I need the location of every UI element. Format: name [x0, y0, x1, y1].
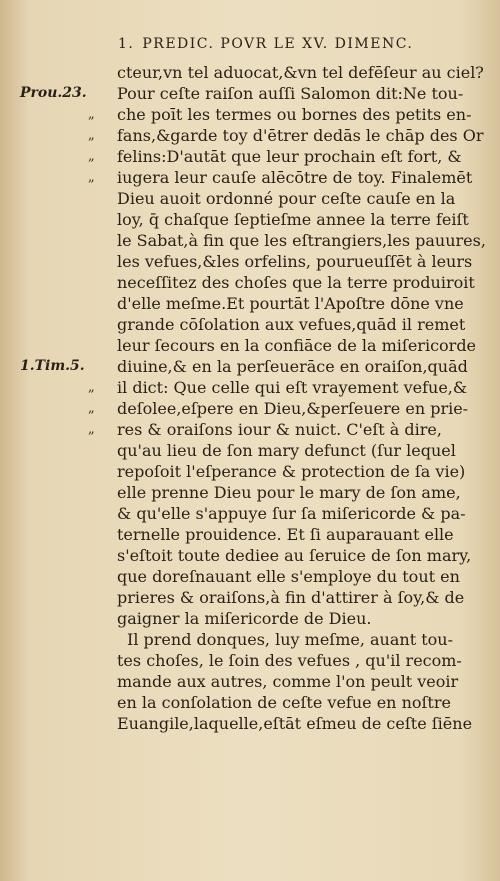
- page-number: 1.: [118, 36, 135, 52]
- text-line: [0, 167, 500, 188]
- line-text: que doreſnauant elle s'employe du tout en: [117, 567, 460, 586]
- line-text: le Sabat,à fin que les eſtrangiers,les pauures,: [117, 231, 486, 250]
- line-text: les vefues,&les orfelins, pourueuſſēt à leurs: [117, 252, 473, 271]
- line-text: gaigner la miſericorde de Dieu.: [117, 609, 372, 628]
- quotation-mark: „: [88, 380, 95, 395]
- text-line: [0, 251, 500, 272]
- line-text: neceſſitez des choſes que la terre produiroit: [117, 273, 475, 292]
- text-line: [0, 209, 500, 230]
- line-text: en la conſolation de ceſte vefue en noſtre: [117, 693, 451, 712]
- line-text: d'elle meſme.Et pourtāt l'Apoſtre dōne vne: [117, 294, 464, 313]
- line-text: tes choſes, le ſoin des vefues , qu'il recom-: [117, 651, 462, 670]
- line-text: elle prenne Dieu pour le mary de ſon ame,: [117, 483, 461, 502]
- line-text: repoſoit l'eſperance & protection de ſa vie): [117, 462, 466, 481]
- line-text: grande cōſolation aux vefues,quād il remet: [117, 315, 466, 334]
- line-text: prieres & oraiſons,à fin d'attirer à ſoy,& de: [117, 588, 465, 607]
- quotation-mark: „: [88, 149, 95, 164]
- line-text: qu'au lieu de ſon mary defunct (ſur lequel: [117, 441, 456, 460]
- line-text: il dict: Que celle qui eſt vrayement vefue,&: [117, 378, 468, 397]
- line-text: Euangile,laquelle,eſtāt eſmeu de ceſte ſiēne: [117, 714, 473, 733]
- running-header: [118, 36, 482, 52]
- line-text: leur ſecours en la confiāce de la miſericorde: [117, 336, 477, 355]
- text-line: [0, 545, 500, 566]
- line-text: che poīt les termes ou bornes des petits en-: [117, 105, 472, 124]
- text-line: [0, 125, 500, 146]
- line-text: Il prend donques, luy meſme, auant tou-: [127, 630, 453, 649]
- line-text: Pour ceſte raiſon auſſi Salomon dit:Ne tou-: [117, 84, 464, 103]
- line-text: s'eſtoit toute dediee au ſeruice de ſon mary,: [117, 546, 472, 565]
- text-line: [0, 398, 500, 419]
- quotation-mark: „: [88, 422, 95, 437]
- text-line: [0, 608, 500, 629]
- text-line: [0, 524, 500, 545]
- text-line: [0, 671, 500, 692]
- text-line: [0, 293, 500, 314]
- text-line: [0, 146, 500, 167]
- line-text: Dieu auoit ordonné pour ceſte cauſe en la: [117, 189, 456, 208]
- text-line: [0, 335, 500, 356]
- quotation-mark: „: [88, 401, 95, 416]
- text-line: [0, 314, 500, 335]
- line-text: & qu'elle s'appuye ſur ſa miſericorde & pa-: [117, 504, 466, 523]
- line-text: iugera leur cauſe alēcōtre de toy. Finalemēt: [117, 168, 473, 187]
- text-line: [0, 629, 500, 650]
- line-text: res & oraiſons iour & nuict. C'eſt à dire,: [117, 420, 442, 439]
- text-line: [0, 713, 500, 734]
- text-line: [0, 587, 500, 608]
- text-line: [0, 83, 500, 104]
- text-line: [0, 461, 500, 482]
- line-text: mande aux autres, comme l'on peult veoir: [117, 672, 459, 691]
- quotation-mark: „: [88, 170, 95, 185]
- running-title: PREDIC. POVR LE XV. DIMENC.: [142, 36, 414, 52]
- text-line: [0, 419, 500, 440]
- text-line: [0, 104, 500, 125]
- text-line: [0, 272, 500, 293]
- text-line: [0, 692, 500, 713]
- quotation-mark: „: [88, 128, 95, 143]
- text-line: [0, 482, 500, 503]
- line-text: deſolee,eſpere en Dieu,&perſeuere en prie-: [117, 399, 469, 418]
- text-line: [0, 440, 500, 461]
- margin-reference: 1.Tim.5.: [20, 358, 85, 374]
- line-text: fans,&garde toy d'ētrer dedās le chāp des Or: [117, 126, 484, 145]
- text-line: [0, 503, 500, 524]
- text-line: [0, 566, 500, 587]
- quotation-mark: „: [88, 107, 95, 122]
- line-text: loy, q̄ chaſque ſeptieſme annee la terre feiſt: [117, 210, 469, 229]
- line-text: felins:D'autāt que leur prochain eſt fort, &: [117, 147, 462, 166]
- body-text: [0, 62, 500, 734]
- text-line: [0, 230, 500, 251]
- text-line: [0, 650, 500, 671]
- text-line: [0, 356, 500, 377]
- text-line: [0, 377, 500, 398]
- text-line: [0, 62, 500, 83]
- line-text: cteur,vn tel aduocat,&vn tel defēſeur au ciel?: [117, 63, 484, 82]
- line-text: diuine,& en la perſeuerāce en oraiſon,quād: [117, 357, 468, 376]
- text-line: [0, 188, 500, 209]
- margin-reference: Prou.23.: [20, 85, 87, 101]
- line-text: ternelle prouidence. Et ſi auparauant elle: [117, 525, 454, 544]
